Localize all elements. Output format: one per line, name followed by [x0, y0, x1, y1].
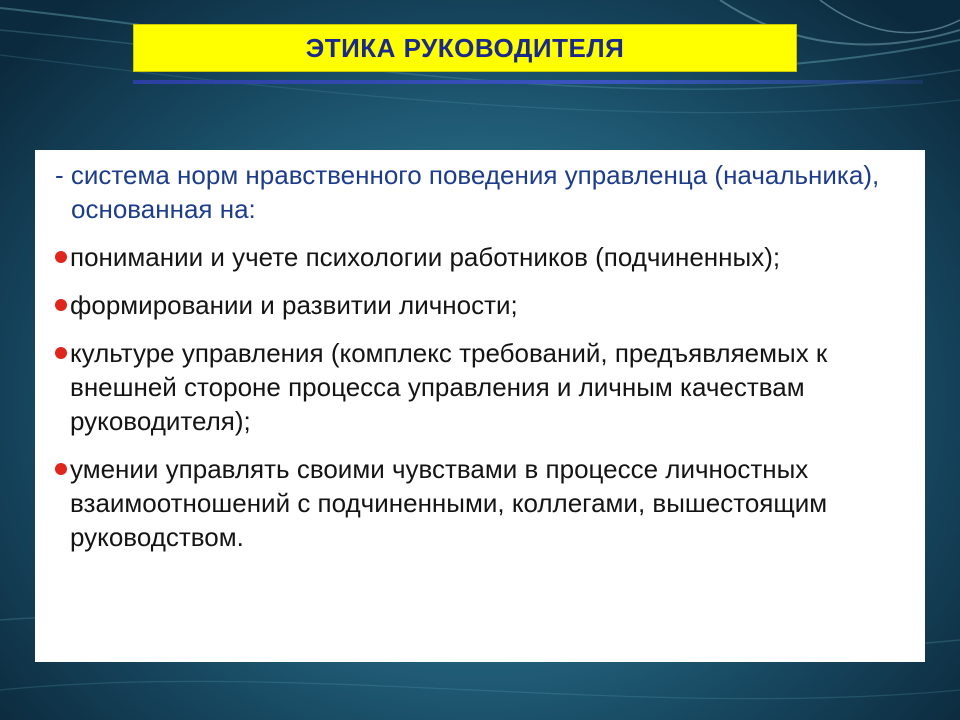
list-item	[55, 452, 905, 554]
list-item	[55, 336, 905, 438]
title-banner	[133, 24, 797, 72]
definition-intro: - система норм нравственного поведения управленца (начальника), основанная на:	[55, 160, 880, 224]
list-item-text: умении управлять своими чувствами в процессе личностных взаимоотношений с подчиненными, коллегами, вышестоящим руководством.	[70, 454, 828, 552]
list-item-text: понимании и учете психологии работников (подчиненных);	[70, 242, 781, 272]
list-item	[55, 240, 905, 274]
slide-title: ЭТИКА РУКОВОДИТЕЛЯ	[305, 32, 625, 63]
list-item	[55, 288, 905, 322]
list-item-text: культуре управления (комплекс требований, предъявляемых к внешней стороне процесса управления и личным качествам руководителя);	[70, 338, 828, 436]
bullet-dot-icon	[55, 251, 67, 263]
title-divider	[133, 80, 923, 84]
list-item-text: формировании и развитии личности;	[70, 290, 518, 320]
bullet-dot-icon	[55, 347, 67, 359]
bullet-dot-icon	[55, 299, 67, 311]
bullet-dot-icon	[55, 463, 67, 475]
content-box	[35, 150, 925, 662]
